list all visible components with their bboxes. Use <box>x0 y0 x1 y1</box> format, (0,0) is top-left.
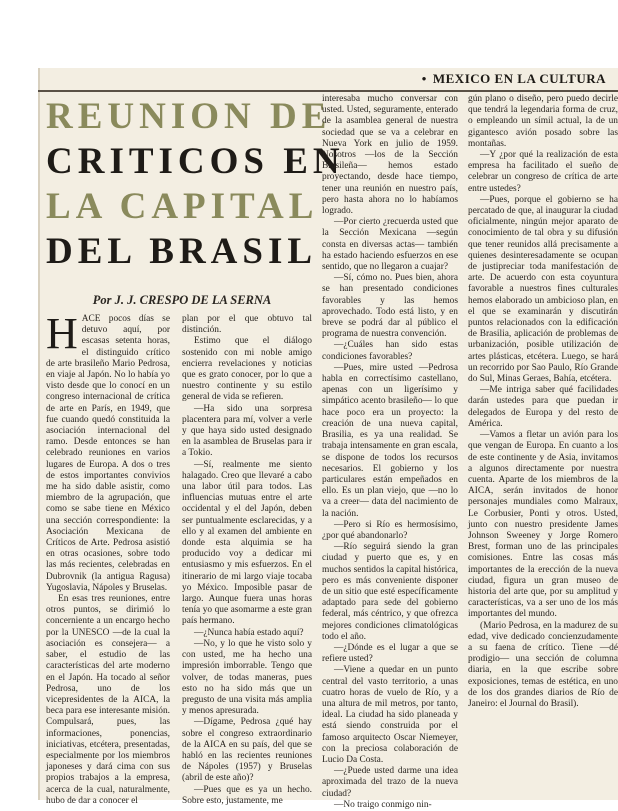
paragraph: —Pues que es ya un hecho. Sobre esto, justamente, me <box>182 784 312 806</box>
paragraph: —Viene a quedar en un punto central del vasto territorio, a unas cuatro horas de vuelo de Río, y a una altura de mil metros, por tanto, ideal. La ciudad ha sido planeada y está siendo construida por el famoso arquitecto Oscar Niemeyer, con la preciosa colaboración de Lucio Da Costa. <box>322 665 458 765</box>
paragraph: —Y ¿por qué la realización de esta empresa ha facilitado el sueño de celebrar un congreso de crítica de arte entre ustedes? <box>468 150 618 194</box>
byline: Por J. J. CRESPO DE LA SERNA <box>92 293 272 307</box>
paragraph: —¿Cuáles han sido estas condiciones favorables? <box>322 340 458 362</box>
headline <box>46 94 345 274</box>
paragraph: —Ha sido una sorpresa placentera para mí, volver a verle y que haya sido usted designado en la asamblea de Bruselas para ir a Tokio. <box>182 403 312 459</box>
paragraph: ACE pocos días se detuvo aquí, por escasas setenta horas, el distinguido crítico de arte brasileño Mario Pedrosa, en viaje al Japón. No lo había yo visto desde que lo conocí en un congreso internacional de crítica de arte en París, en 1949, que fue cuando quedó constituida la asociación internacional del ramo. Desde entonces se han celebrado reuniones en varios lugares de Europa. A dos o tres de estos importantes convivios me ha sido dable asistir, como miembro de la agrupación, que como se sabe tiene en México una sección correspondiente: la Asociación Mexicana de Críticos de Arte. Pedrosa asistió en otras ocasiones, sobre todo las más recientes, celebradas en Dubrovnik (la antigua Ragusa) Yugoslavia, Nápoles y Bruselas. <box>46 314 170 593</box>
paragraph: interesaba mucho conversar con usted. Usted, seguramente, enterado de la asamblea general de nuestra sociedad que se va a celebrar en Nueva York en julio de 1959. Nosotros —los de la Sección Brasileña— hemos estado proyectando, desde hace tiempo, tener una reunión en nuestro país, pero hasta ahora no lo habíamos logrado. <box>322 94 458 217</box>
scan-edge <box>38 68 40 800</box>
paragraph: —Sí, realmente me siento halagado. Creo que llevaré a cabo una labor útil para todos. Las influencias mutuas entre el arte occidental y el del Japón, deben ser puntualmente esclarecidas, y a ello y al examen del ambiente en donde esta alquimia se ha producido voy a dedicar mi entusiasmo y mis esfuerzos. En el itinerario de mi largo viaje tocaba yo México. Imposible pasar de largo. Aunque fuera unas horas tenía yo que asomarme a este gran país hermano. <box>182 459 312 627</box>
section-label <box>422 71 606 87</box>
paragraph: —¿Puede usted darme una idea aproximada del trazo de la nueva ciudad? <box>322 766 458 799</box>
headline-line-4: DEL BRASIL <box>46 231 318 272</box>
paragraph: —Pues, porque el gobierno se ha percatado de que, al inaugurar la ciudad oficialmente, ningún mejor aparato de conocimiento de tal obra y su difusión que tener reunidos allá precisamente a quienes desinteresadamente se ocupan de justipreciar toda manifestación de arte. De acuerdo con esta coyuntura favorable a nuestros fines culturales hemos elaborado un ambicioso plan, en el que se examinarán y discutirán puntos relacionados con la edificación de Brasilia, aplicación de problemas de urbanización, posible utilización de artes plásticas, etcétera. Luego, se hará un recorrido por Sao Paulo, Río Grande do Sul, Minas Geraes, Bahía, etcétera. <box>468 194 618 385</box>
paragraph: En esas tres reuniones, entre otros puntos, se dirimió lo concerniente a un encargo hecho por la UNESCO —de la cual la asociación es consejera— a saber, el estudio de las características del arte moderno en el Japón. Ha tocado al señor Pedrosa, uno de los vicepresidentes de la AICA, la beca para ese interesante misión. Compulsará, pues, las informaciones, ponencias, iniciativas, etcétera, presentadas, especialmente por los miembros japoneses y dará cima con sus propios trabajos a la empresa, acerca de la cual, naturalmente, hubo de dar a conocer el <box>46 594 170 806</box>
paragraph: —¿Nunca había estado aquí? <box>194 627 304 638</box>
section-header <box>38 68 618 92</box>
paragraph: gún plano o diseño, pero puedo decirle que tendrá la legendaria forma de cruz, o empleando un símil actual, la de un gigantesco avión posado sobre las montañas. <box>468 94 618 149</box>
drop-cap: H <box>46 309 78 358</box>
paragraph: —¿Dónde es el lugar a que se refiere usted? <box>322 642 458 665</box>
headline-line-3: LA CAPITAL <box>46 186 319 227</box>
article-column-1 <box>46 309 170 806</box>
paragraph: —Dígame, Pedrosa ¿qué hay sobre el congreso extraordinario de la AICA en su país, del que se habló en las recientes reuniones de Nápoles (1957) y Bruselas (abril de este año)? <box>182 717 312 784</box>
paragraph: —Río seguirá siendo la gran ciudad y puerto que es, y en muchos sentidos la capital histórica, pero es más conveniente disponer de un sitio que esté específicamente adaptado para sede del gobierno federal, más céntrico, y que ofrezca mejores condiciones climatológicas todo el año. <box>322 542 458 642</box>
paragraph: —Pues, mire usted —Pedrosa habla en correctísimo castellano, apenas con un ligerísimo y simpático acento brasileño— lo que hace poco era un proyecto: la creación de una nueva capital, Brasilia, es ya una realidad. Se trabaja intensamente en gran escala, se dispone de todos los recursos necesarios. El gobierno y los particulares están empeñados en ello. Es un plan viejo, que —no lo va a creer— data del nacimiento de la nación. <box>322 362 458 519</box>
article-column-3 <box>322 94 458 810</box>
paragraph: —Me intriga saber qué facilidades darán ustedes para que puedan ir delegados de Europa y del resto de América. <box>468 385 618 429</box>
bullet-icon: • <box>421 71 427 86</box>
paragraph: Estimo que el diálogo sostenido con mi noble amigo encierra revelaciones y noticias que es grato conocer, por lo que a nuestro continente y su estilo general de vida se refieren. <box>182 336 312 403</box>
paragraph: —Por cierto ¿recuerda usted que la Sección Mexicana —según consta en diversas actas— también ha estado haciendo esfuerzos en ese sentido, que no llegaron a cuajar? <box>322 217 458 273</box>
paragraph: —No traigo conmigo nin- <box>334 799 432 810</box>
paragraph: —Vamos a fletar un avión para los que vengan de Europa. En cuanto a los de este continente y de Asia, invitamos a algunos directamente por nuestra cuenta. Aparte de los miembros de la AICA, serán invitados de honor personajes mundiales como Malraux, Le Corbusier, Ponti y otros. Usted, junto con nuestro presidente James Johnson Sweeney y Jorge Romero Brest, forman uno de las principales comisiones. Entre las cosas más importantes de la erección de la nueva ciudad, figura un gran museo de historia del arte que, por su amplitud y características, va a ser uno de los más importantes del mundo. <box>468 430 618 620</box>
newspaper-page <box>38 68 618 810</box>
headline-line-2: CRITICOS EN <box>46 141 345 182</box>
paragraph: —Pero si Río es hermosísimo, ¿por qué abandonarlo? <box>322 519 458 541</box>
paragraph: (Mario Pedrosa, en la madurez de su edad, vive dedicado concienzudamente a su faena de crítico. Tiene —dé prodigio— una sección de columna diaria, en la que escribe sobre exposiciones, temas de estética, en uno de los dos grandes diarios de Río de Janeiro: el Journal do Brasil). <box>468 620 618 709</box>
paragraph: —Sí, cómo no. Pues bien, ahora se han presentado condiciones favorables y las hemos aprovechado. Todo está listo, y en breve se podrá dar al público el programa de nuestra convención. <box>322 273 458 340</box>
paragraph: plan por el que obtuvo tal distinción. <box>182 314 312 336</box>
paragraph: —No, y lo que he visto solo y con usted, me ha hecho una impresión imborrable. Tengo que volver, de todas maneras, pues esto no ha sido más que un pregusto de una visita más amplia y menos apresurada. <box>182 638 312 717</box>
section-label-text: MEXICO EN LA CULTURA <box>432 71 606 86</box>
article-column-2 <box>182 314 312 806</box>
article-column-4 <box>468 94 618 794</box>
headline-line-1: REUNION DE <box>46 96 332 137</box>
